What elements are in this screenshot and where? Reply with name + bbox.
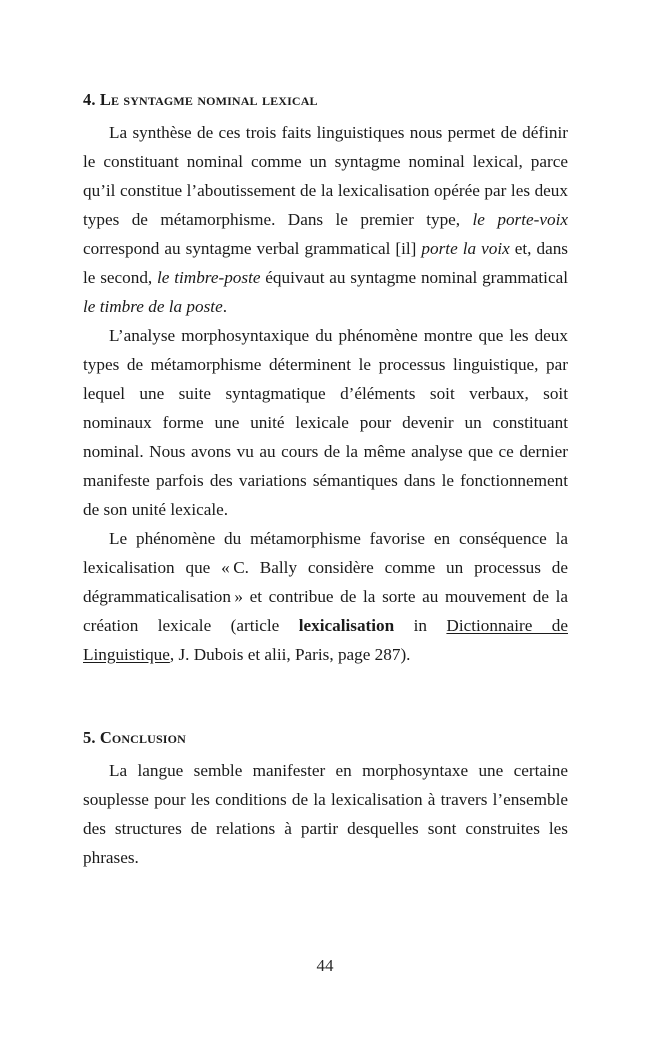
text-run-underline: Dictionnaire de Linguistique	[83, 616, 568, 664]
section-heading-4-title: Le syntagme nominal lexical	[99, 90, 318, 109]
paragraph-1: La synthèse de ces trois faits linguistiques nous permet de définir le constituant nominal comme un syntagme nominal lexical, parce qu’il constitue l’aboutissement de la lexicalisation opérée par les deux types de métamorphisme. Dans le premier type, le porte-voix correspond au syntagme verbal grammatical [il] porte la voix et, dans le second, le timbre-poste équivaut au syntagme nominal grammatical le timbre de la poste.	[83, 123, 568, 316]
paragraph-3: Le phénomène du métamorphisme favorise en conséquence la lexicalisation que « C. Bally considère comme un processus de dégrammaticalisation » et contribue de la sorte au mouvement de la création lexicale (article lexicalisation in Dictionnaire de Linguistique, J. Dubois et alii, Paris, page 287).	[83, 529, 568, 664]
page-body	[83, 88, 568, 872]
section-heading-4-number: 4.	[83, 90, 96, 109]
text-run-bold: lexicalisation	[298, 616, 395, 635]
section-heading-5-title: Conclusion	[99, 728, 186, 747]
page-number: 44	[316, 956, 334, 975]
text-run-italic: porte la voix	[421, 239, 510, 258]
paragraph-2: L’analyse morphosyntaxique du phénomène montre que les deux types de métamorphisme déterminent le processus linguistique, par lequel une suite syntagmatique d’éléments soit verbaux, soit nominaux forme une unité lexicale pour devenir un constituant nominal. Nous avons vu au cours de la même analyse que ce dernier manifeste parfois des variations sémantiques dans le fonctionnement de son unité lexicale.	[83, 326, 568, 519]
text-run-italic: le porte-voix	[472, 210, 568, 229]
text-run-italic: le timbre de la poste	[83, 297, 223, 316]
text-run-italic: le timbre-poste	[157, 268, 261, 287]
spacer-before-section-5	[83, 669, 568, 726]
section-heading-4	[83, 88, 568, 112]
paragraph-4: La langue semble manifester en morphosyntaxe une certaine souplesse pour les conditions de la lexicalisation à travers l’ensemble des structures de relations à partir desquelles sont construites les phrases.	[83, 761, 568, 867]
section-heading-5	[83, 726, 568, 750]
section-heading-5-number: 5.	[83, 728, 96, 747]
